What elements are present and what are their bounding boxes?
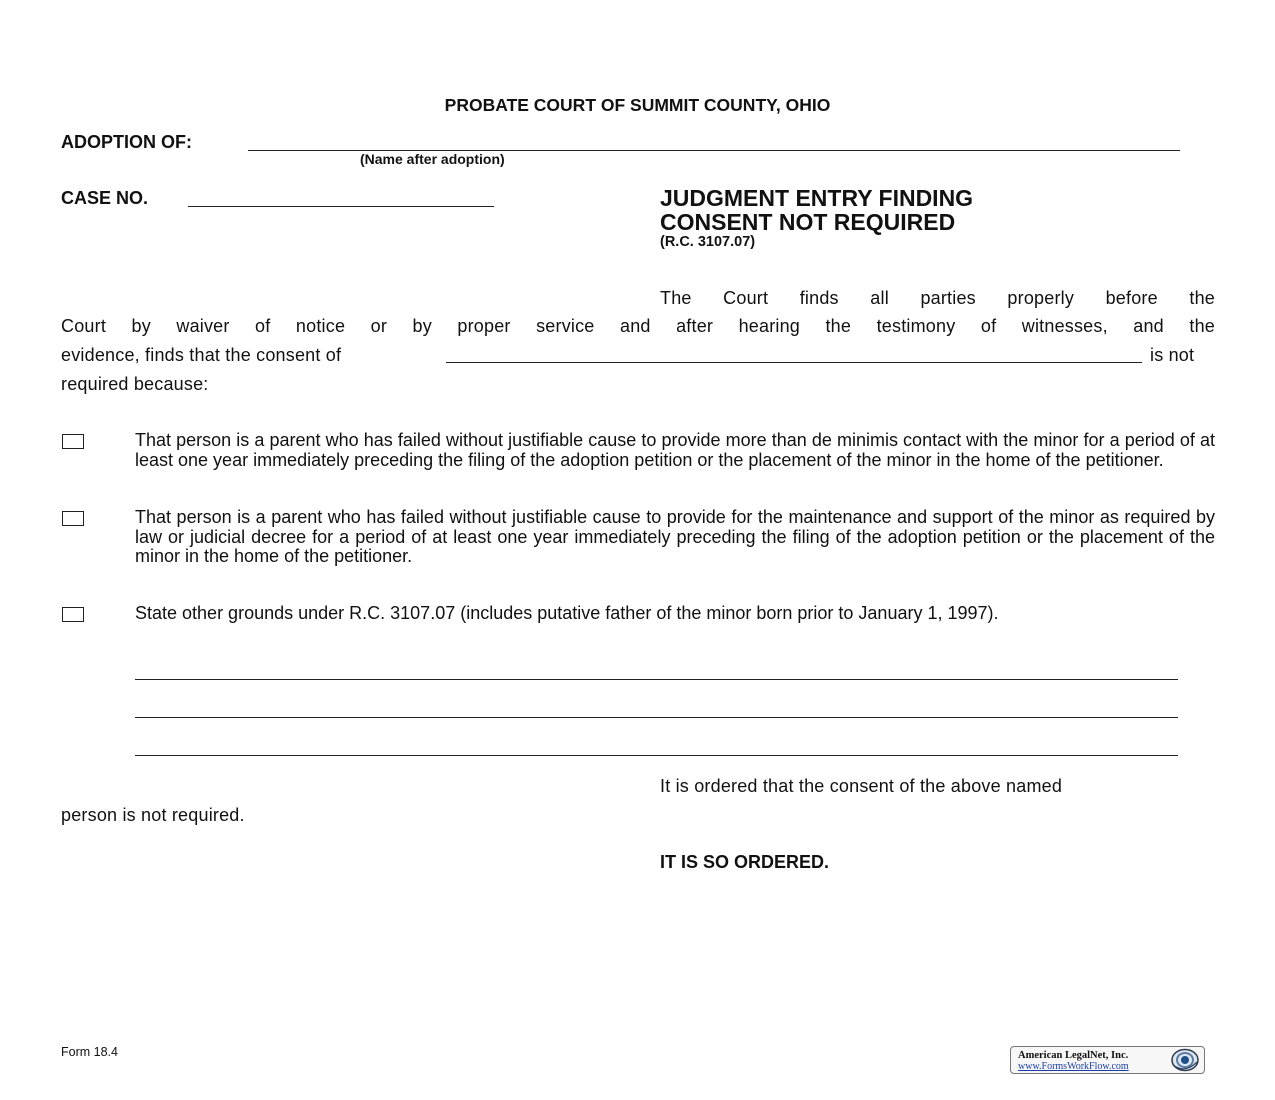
- option-3-checkbox[interactable]: [62, 607, 84, 622]
- finding-line-3-prefix: evidence, finds that the consent of: [61, 345, 342, 365]
- order-line-2: person is not required.: [61, 805, 245, 825]
- other-grounds-line-2[interactable]: [135, 717, 1178, 718]
- court-title: PROBATE COURT OF SUMMIT COUNTY, OHIO: [444, 95, 831, 115]
- name-after-adoption-hint: (Name after adoption): [360, 151, 505, 167]
- case-number-field[interactable]: [188, 206, 494, 207]
- finding-line-1: The Court finds all parties properly before the: [660, 288, 1215, 308]
- statute-reference: (R.C. 3107.07): [660, 234, 756, 250]
- finding-line-3-suffix: is not: [1150, 345, 1195, 365]
- finding-line-2: Court by waiver of notice or by proper service and after hearing the testimony of witnesses, and the: [61, 316, 1215, 336]
- case-number-label: CASE NO.: [61, 188, 149, 208]
- option-3-text: State other grounds under R.C. 3107.07 (includes putative father of the minor born prior to January 1, 1997).: [135, 603, 999, 623]
- order-line-1: It is ordered that the consent of the above named: [660, 776, 1063, 796]
- form-number: Form 18.4: [61, 1045, 118, 1059]
- american-legalnet-logo[interactable]: [1010, 1046, 1205, 1074]
- other-grounds-line-3[interactable]: [135, 755, 1178, 756]
- document-title-line2: CONSENT NOT REQUIRED: [660, 209, 956, 235]
- globe-icon: [1166, 1048, 1200, 1072]
- logo-company-name: American LegalNet, Inc.: [1018, 1050, 1129, 1061]
- document-title-line1: JUDGMENT ENTRY FINDING: [660, 185, 974, 211]
- so-ordered: IT IS SO ORDERED.: [660, 852, 830, 872]
- option-2-text: That person is a parent who has failed without justifiable cause to provide for the maintenance and support of the minor as required by law or judicial decree for a period of at least one year immediately preceding the filing of the adoption petition or the placement of the minor in the home of the petitioner.: [135, 507, 1215, 566]
- option-1-text: That person is a parent who has failed without justifiable cause to provide more than de minimis contact with the minor for a period of at least one year immediately preceding the filing of the adoption petition or the placement of the minor in the home of the petitioner.: [135, 430, 1215, 470]
- option-2-checkbox[interactable]: [62, 511, 84, 526]
- consent-of-field[interactable]: [446, 362, 1142, 363]
- adoption-of-label: ADOPTION OF:: [61, 132, 192, 152]
- option-1-checkbox[interactable]: [62, 434, 84, 449]
- other-grounds-line-1[interactable]: [135, 679, 1178, 680]
- finding-line-4: required because:: [61, 374, 209, 394]
- logo-website-link[interactable]: www.FormsWorkFlow.com: [1018, 1061, 1129, 1072]
